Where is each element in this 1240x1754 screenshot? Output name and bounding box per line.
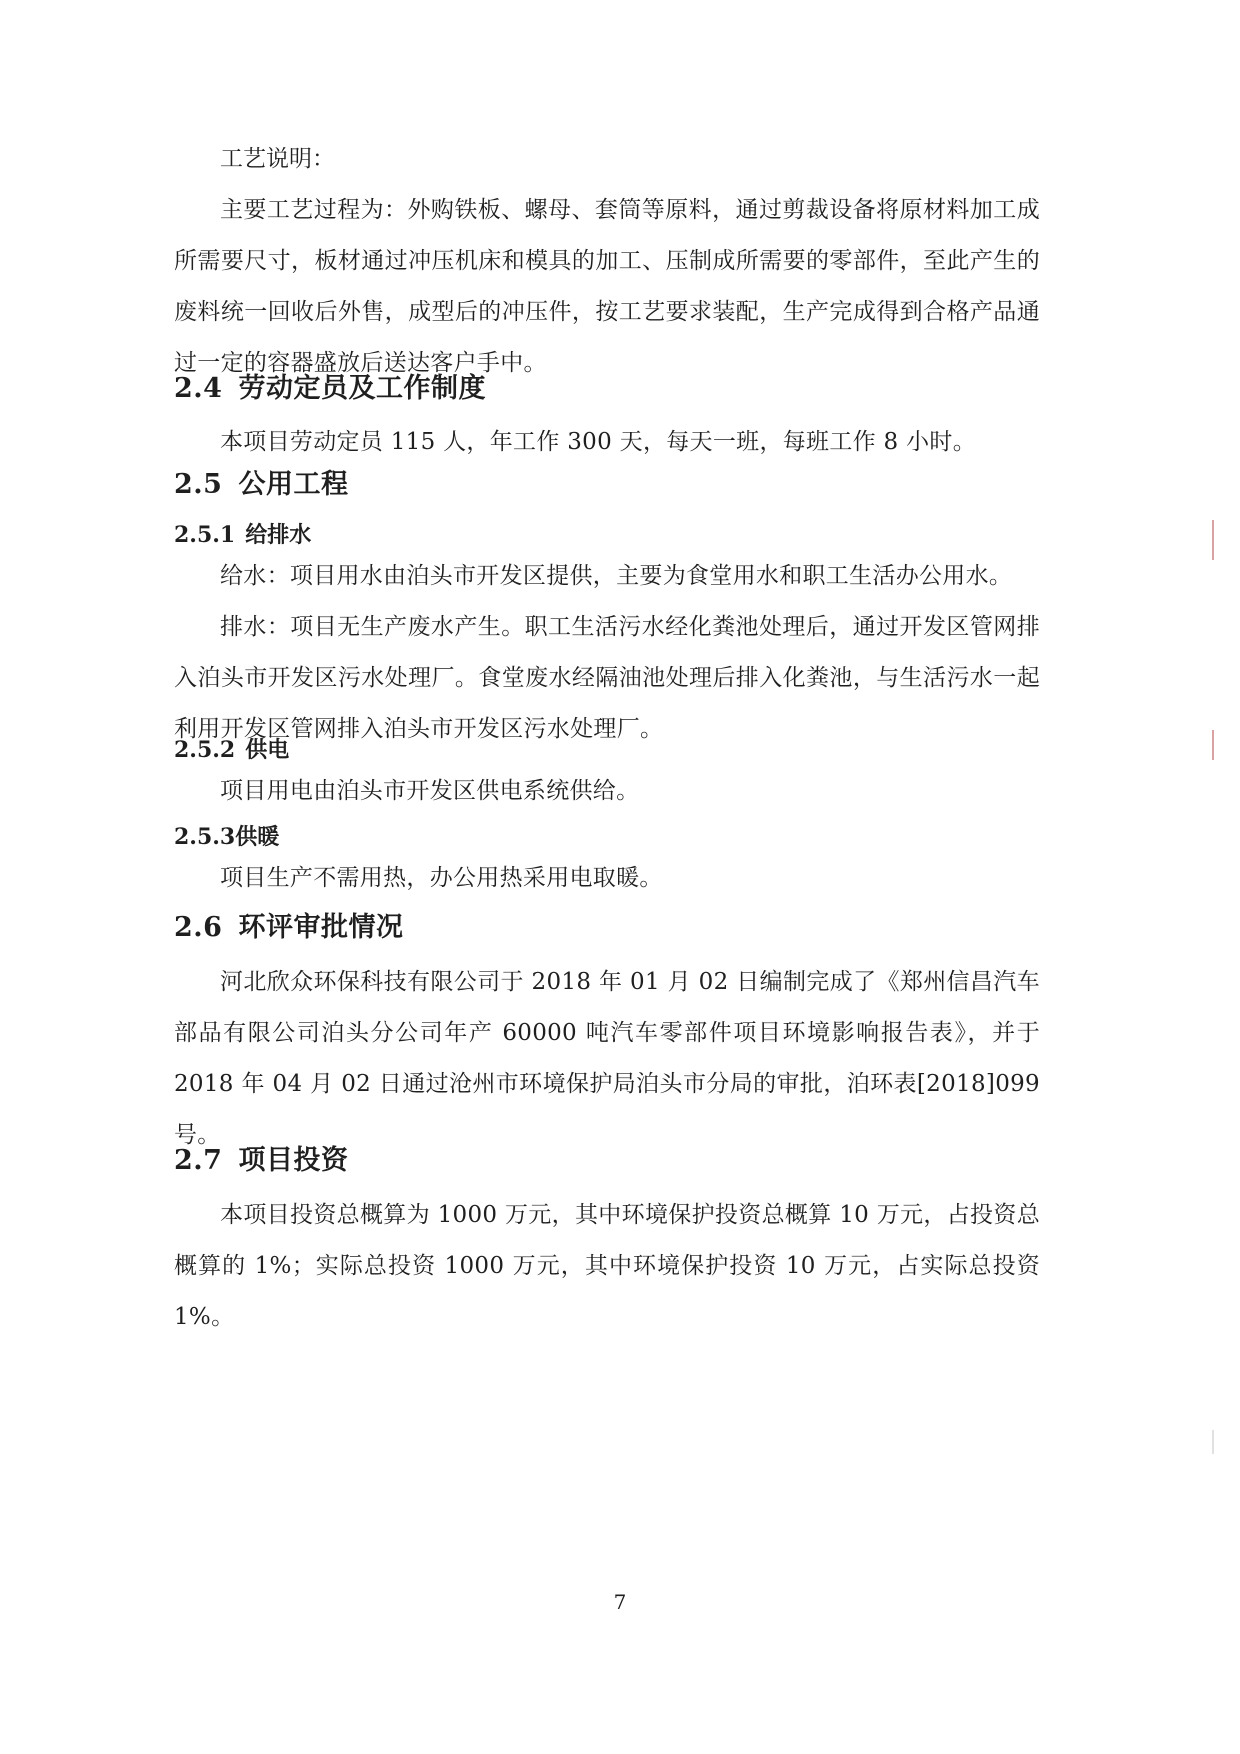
water-supply-paragraph: 给水：项目用水由泊头市开发区提供，主要为食堂用水和职工生活办公用水。: [220, 563, 1013, 589]
section-number: 2.6: [174, 912, 223, 943]
page-number: 7: [613, 1590, 627, 1614]
drainage-paragraph: 排水：项目无生产废水产生。职工生活污水经化粪池处理后，通过开发区管网排入泊头市开发区污水处理厂。食堂废水经隔油池处理后排入化粪池，与生活污水一起利用开发区管网排入泊头市开发区污水处理厂。: [174, 614, 1040, 742]
power-supply-paragraph: 项目用电由泊头市开发区供电系统供给。: [220, 778, 640, 804]
scan-artifact: [1212, 520, 1214, 560]
scan-artifact: [1212, 1430, 1214, 1454]
subsection-2-5-1-heading: [174, 518, 311, 549]
section-2-6-heading: [174, 905, 403, 944]
subsection-2-5-2-body: [174, 766, 1040, 817]
subsection-title: 供电: [245, 737, 290, 763]
subsection-2-5-3-body: [174, 853, 1040, 904]
process-paragraph: 主要工艺过程为：外购铁板、螺母、套筒等原料，通过剪裁设备将原材料加工成所需要尺寸，板材通过冲压机床和模具的加工、压制成所需要的零部件，至此产生的废料统一回收后外售，成型后的冲压件，按工艺要求装配，生产完成得到合格产品通过一定的容器盛放后送达客户手中。: [174, 197, 1040, 376]
section-number: 2.4: [174, 373, 223, 404]
section-2-6-body: [174, 957, 1040, 1161]
subsection-2-5-2-heading: [174, 733, 289, 764]
section-2-4-body: [174, 417, 1040, 468]
process-label: 工艺说明：: [220, 146, 335, 172]
subsection-title: 给排水: [245, 522, 312, 548]
investment-paragraph: 本项目投资总概算为 1000 万元，其中环境保护投资总概算 10 万元，占投资总概算的 1%；实际总投资 1000 万元，其中环境保护投资 10 万元，占实际总投资 1%。: [174, 1202, 1040, 1330]
section-title: 环评审批情况: [238, 912, 404, 943]
section-title: 项目投资: [238, 1145, 349, 1176]
subsection-2-5-1-body: [174, 551, 1040, 755]
subsection-2-5-3-heading: [174, 820, 279, 851]
section-2-7-body: [174, 1190, 1040, 1343]
section-number: 2.7: [174, 1145, 223, 1176]
section-title: 公用工程: [238, 469, 349, 500]
heating-paragraph: 项目生产不需用热，办公用热采用电取暖。: [220, 865, 663, 891]
section-2-4-heading: [174, 366, 486, 405]
section-2-5-heading: [174, 462, 348, 501]
subsection-number: 2.5.3: [174, 824, 236, 850]
process-paragraph-block: [174, 185, 1040, 389]
eia-approval-paragraph: 河北欣众环保科技有限公司于 2018 年 01 月 02 日编制完成了《郑州信昌汽车部品有限公司泊头分公司年产 60000 吨汽车零部件项目环境影响报告表》，并于 2018 年 04 月 02 日通过沧州市环境保护局泊头市分局的审批，泊环表[2018]099 号。: [174, 969, 1040, 1148]
subsection-number: 2.5.2: [174, 737, 236, 763]
section-number: 2.5: [174, 469, 223, 500]
subsection-number: 2.5.1: [174, 522, 236, 548]
section-2-7-heading: [174, 1138, 348, 1177]
scan-artifact: [1212, 730, 1214, 760]
staffing-paragraph: 本项目劳动定员 115 人，年工作 300 天，每天一班，每班工作 8 小时。: [220, 429, 976, 455]
section-title: 劳动定员及工作制度: [238, 373, 486, 404]
subsection-title: 供暖: [235, 824, 280, 850]
